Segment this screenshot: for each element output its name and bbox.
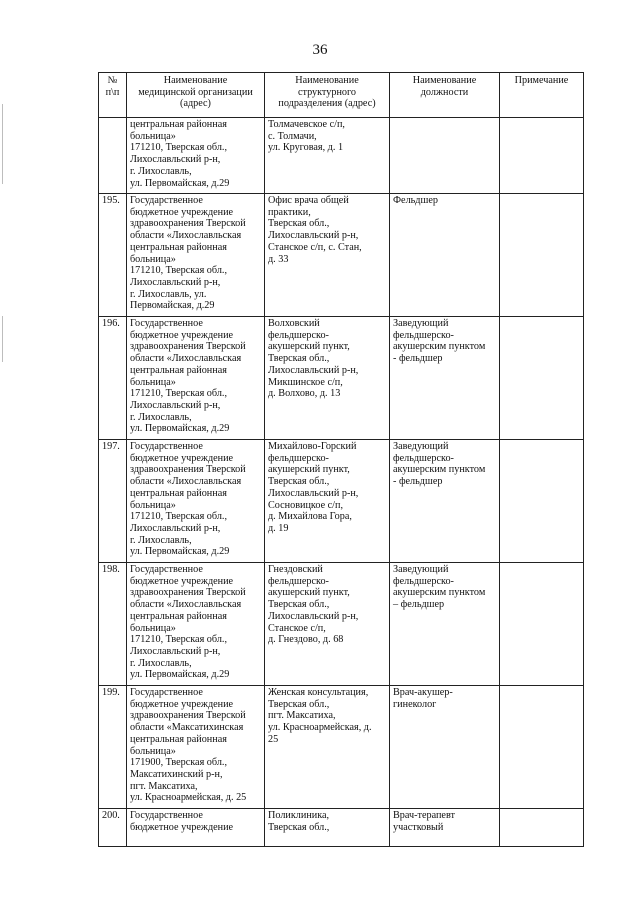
scan-edge-mark — [2, 104, 3, 184]
cell-line: фельдшерско- — [268, 329, 329, 341]
row-number — [99, 118, 127, 194]
cell-line: больница» — [130, 622, 176, 634]
cell-line: – фельдшер — [393, 599, 445, 611]
positions-table — [98, 72, 584, 847]
note-cell — [500, 563, 584, 686]
cell-line: д. 33 — [268, 253, 289, 265]
cell-line: Лихославльский р-н, — [130, 645, 221, 657]
cell-line: Примечание — [514, 75, 569, 86]
cell-line: (адрес) — [180, 98, 211, 110]
cell-line: д. 19 — [268, 522, 289, 534]
cell-line: г. Лихославль, ул. — [130, 288, 207, 300]
cell-line: центральная районная — [130, 241, 227, 253]
cell-line: фельдшерско- — [393, 329, 454, 341]
organization-cell — [127, 563, 265, 686]
cell-line: структурного — [297, 86, 357, 98]
cell-line: Первомайская, д.29 — [130, 300, 215, 312]
cell-line: Лихославльский р-н, — [268, 230, 359, 242]
cell-line: участковый — [393, 821, 444, 833]
cell-line: Сосновицкое с/п, — [268, 499, 343, 511]
cell-line: Тверская обл., — [268, 821, 330, 833]
position-cell — [390, 809, 500, 847]
cell-line: фельдшерско- — [268, 575, 329, 587]
cell-line: Женская консультация, — [268, 687, 369, 698]
position-cell — [390, 194, 500, 317]
cell-line: 171210, Тверская обл., — [130, 265, 228, 277]
note-cell — [500, 194, 584, 317]
organization-cell — [127, 686, 265, 809]
header-organization — [127, 73, 265, 118]
cell-line: центральная районная — [130, 610, 227, 622]
position-cell — [390, 563, 500, 686]
cell-line: больница» — [130, 745, 176, 757]
cell-line: Заведующий — [393, 318, 449, 329]
organization-cell — [127, 440, 265, 563]
cell-line: бюджетное учреждение — [130, 698, 234, 710]
table-body — [99, 118, 584, 847]
cell-line: № — [107, 75, 118, 86]
cell-line: Лихославльский р-н, — [130, 522, 221, 534]
cell-line: Тверская обл., — [268, 218, 330, 230]
cell-line: акушерским пунктом — [393, 341, 486, 353]
cell-line: области «Максатихинская — [130, 722, 244, 734]
cell-line: с. Толмачи, — [268, 130, 317, 142]
cell-line: Государственное — [130, 810, 203, 821]
cell-line: акушерским пунктом — [393, 464, 486, 476]
cell-line: д. Волхово, д. 13 — [268, 388, 341, 400]
row-number: 196. — [99, 317, 127, 440]
position-cell — [390, 118, 500, 194]
cell-line: Михайлово-Горский — [268, 441, 357, 452]
row-number: 197. — [99, 440, 127, 563]
table-row — [99, 686, 584, 809]
cell-line: фельдшерско- — [268, 452, 329, 464]
cell-line: центральная районная — [130, 487, 227, 499]
table-row — [99, 563, 584, 686]
note-cell — [500, 118, 584, 194]
cell-line: 25 — [268, 733, 279, 745]
cell-line: 171210, Тверская обл., — [130, 511, 228, 523]
unit-cell — [265, 317, 390, 440]
header-position — [390, 73, 500, 118]
cell-line: Волховский — [268, 318, 320, 329]
table-row — [99, 118, 584, 194]
cell-line: ул. Первомайская, д.29 — [130, 177, 230, 189]
cell-line: г. Лихославль, — [130, 534, 192, 546]
cell-line: Лихославльский р-н, — [268, 610, 359, 622]
cell-line: 171210, Тверская обл., — [130, 634, 228, 646]
cell-line: Государственное — [130, 441, 203, 452]
header-number — [99, 73, 127, 118]
cell-line: области «Лихославльская — [130, 599, 242, 611]
row-number: 198. — [99, 563, 127, 686]
cell-line: Лихославльский р-н, — [130, 154, 221, 166]
cell-line: подразделения (адрес) — [278, 98, 376, 110]
unit-cell — [265, 440, 390, 563]
cell-line: г. Лихославль, — [130, 165, 192, 177]
unit-cell — [265, 809, 390, 847]
cell-line: 171900, Тверская обл., — [130, 757, 228, 769]
cell-line: Станское с/п, — [268, 622, 326, 634]
organization-cell — [127, 194, 265, 317]
cell-line: медицинской организации — [138, 86, 253, 98]
organization-cell — [127, 118, 265, 194]
table-row — [99, 809, 584, 847]
cell-line: центральная районная — [130, 364, 227, 376]
cell-line: - фельдшер — [393, 353, 443, 365]
cell-line: Наименование — [163, 75, 228, 86]
cell-line: акушерским пунктом — [393, 587, 486, 599]
cell-line: Максатихинский р-н, — [130, 768, 223, 780]
cell-line: акушерский пункт, — [268, 464, 350, 476]
cell-line: Наименование — [295, 75, 359, 86]
cell-line: - фельдшер — [393, 476, 443, 488]
cell-line: бюджетное учреждение — [130, 452, 234, 464]
note-cell — [500, 809, 584, 847]
cell-line: Лихославльский р-н, — [130, 399, 221, 411]
cell-line: 171210, Тверская обл., — [130, 388, 228, 400]
cell-line: ул. Первомайская, д.29 — [130, 546, 230, 558]
unit-cell — [265, 194, 390, 317]
cell-line: Поликлиника, — [268, 810, 330, 821]
cell-line: бюджетное учреждение — [130, 329, 234, 341]
cell-line: больница» — [130, 499, 176, 511]
cell-line: Заведующий — [393, 564, 449, 575]
cell-line: бюджетное учреждение — [130, 575, 234, 587]
note-cell — [500, 686, 584, 809]
position-cell — [390, 317, 500, 440]
cell-line: здравоохранения Тверской — [130, 464, 246, 476]
cell-line: Тверская обл., — [268, 476, 330, 488]
cell-line: п\п — [105, 86, 120, 98]
cell-line: области «Лихославльская — [130, 353, 242, 365]
cell-line: 171210, Тверская обл., — [130, 142, 228, 154]
cell-line: г. Лихославль, — [130, 657, 192, 669]
cell-line: акушерский пункт, — [268, 587, 350, 599]
unit-cell — [265, 563, 390, 686]
unit-cell — [265, 686, 390, 809]
cell-line: здравоохранения Тверской — [130, 341, 246, 353]
cell-line: Заведующий — [393, 441, 449, 452]
cell-line: Врач-акушер- — [393, 687, 453, 698]
cell-line: ул. Первомайская, д.29 — [130, 423, 230, 435]
cell-line: Толмачевское с/п, — [268, 119, 345, 130]
cell-line: Микшинское с/п, — [268, 376, 343, 388]
cell-line: ул. Первомайская, д.29 — [130, 669, 230, 681]
cell-line: Станское с/п, с. Стан, — [268, 241, 362, 253]
cell-line: Лихославльский р-н, — [268, 364, 359, 376]
cell-line: больница» — [130, 253, 176, 265]
table-row — [99, 317, 584, 440]
note-cell — [500, 317, 584, 440]
cell-line: области «Лихославльская — [130, 230, 242, 242]
cell-line: Врач-терапевт — [393, 810, 455, 821]
cell-line: фельдшерско- — [393, 452, 454, 464]
cell-line: пгт. Максатиха, — [268, 710, 336, 722]
scan-edge-mark — [2, 316, 3, 362]
position-cell — [390, 440, 500, 563]
note-cell — [500, 440, 584, 563]
organization-cell — [127, 317, 265, 440]
cell-line: Лихославльский р-н, — [130, 276, 221, 288]
cell-line: фельдшерско- — [393, 575, 454, 587]
cell-line: ул. Красноармейская, д. — [268, 722, 372, 734]
cell-line: больница» — [130, 130, 176, 142]
row-number: 200. — [99, 809, 127, 847]
cell-line: Государственное — [130, 687, 203, 698]
cell-line: Тверская обл., — [268, 698, 330, 710]
cell-line: гинеколог — [393, 698, 437, 710]
table-header-row — [99, 73, 584, 118]
cell-line: ул. Красноармейская, д. 25 — [130, 792, 247, 804]
cell-line: пгт. Максатиха, — [130, 780, 198, 792]
row-number: 195. — [99, 194, 127, 317]
cell-line: области «Лихославльская — [130, 476, 242, 488]
unit-cell — [265, 118, 390, 194]
cell-line: бюджетное учреждение — [130, 821, 234, 833]
cell-line: г. Лихославль, — [130, 411, 192, 423]
cell-line: Государственное — [130, 195, 203, 206]
cell-line: бюджетное учреждение — [130, 206, 234, 218]
organization-cell — [127, 809, 265, 847]
cell-line: Гнездовский — [268, 564, 323, 575]
cell-line: д. Гнездово, д. 68 — [268, 634, 344, 646]
cell-line: Государственное — [130, 564, 203, 575]
cell-line: акушерский пункт, — [268, 341, 350, 353]
cell-line: Государственное — [130, 318, 203, 329]
cell-line: здравоохранения Тверской — [130, 587, 246, 599]
cell-line: здравоохранения Тверской — [130, 710, 246, 722]
cell-line: Офис врача общей — [268, 195, 349, 206]
page-number: 36 — [312, 42, 328, 58]
cell-line: центральная районная — [130, 119, 227, 130]
row-number: 199. — [99, 686, 127, 809]
cell-line: ул. Круговая, д. 1 — [268, 142, 344, 154]
table-row — [99, 194, 584, 317]
cell-line: больница» — [130, 376, 176, 388]
cell-line: должности — [420, 86, 469, 98]
cell-line: здравоохранения Тверской — [130, 218, 246, 230]
position-cell — [390, 686, 500, 809]
cell-line: Тверская обл., — [268, 599, 330, 611]
header-note — [500, 73, 584, 118]
cell-line: Тверская обл., — [268, 353, 330, 365]
cell-line: Лихославльский р-н, — [268, 487, 359, 499]
cell-line: центральная районная — [130, 733, 227, 745]
table-row — [99, 440, 584, 563]
cell-line: д. Михайлова Гора, — [268, 511, 352, 523]
cell-line: Наименование — [412, 75, 477, 86]
header-unit — [265, 73, 390, 118]
cell-line: практики, — [268, 206, 311, 218]
cell-line: Фельдшер — [393, 195, 438, 206]
